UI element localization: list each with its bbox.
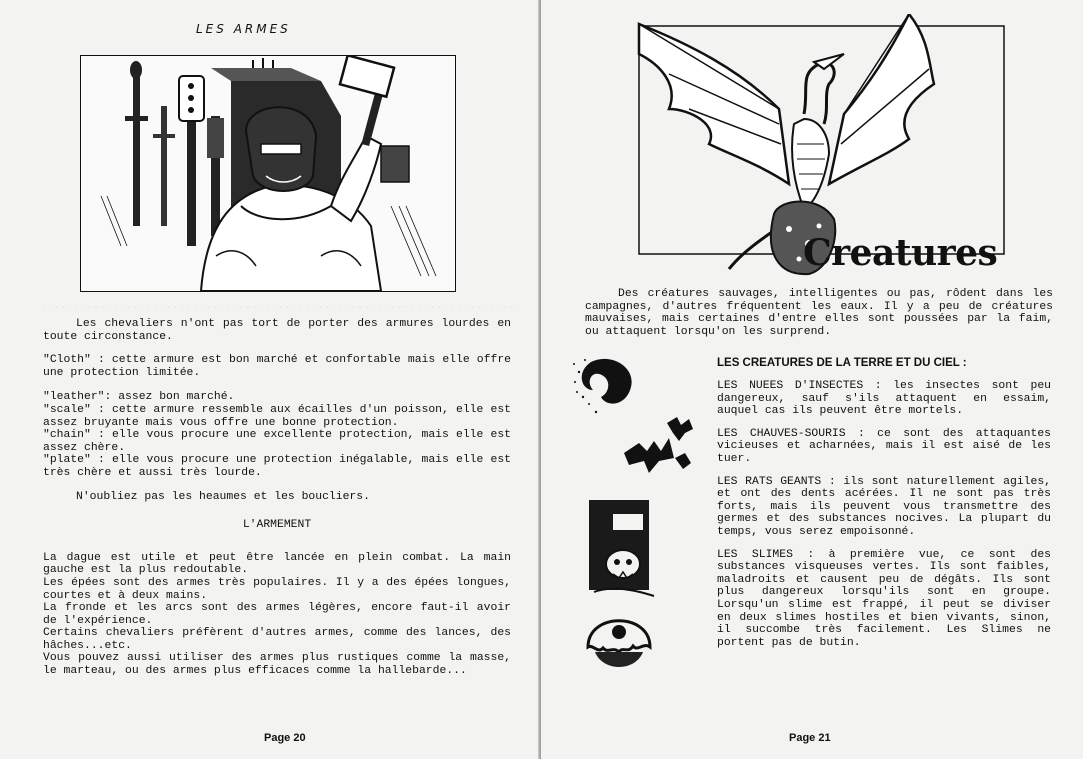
armor-intro: Les chevaliers n'ont pas tort de porter des armures lourdes en toute circonstance. — [43, 318, 511, 343]
armor-plate: "plate" : elle vous procure une protection inégalable, mais elle est très chère et aussi très lourde. — [43, 454, 511, 479]
weapon-autres: Certains chevaliers préfèrent d'autres armes, comme des lances, des hâches...etc. — [43, 627, 511, 652]
page-number: Page 20 — [264, 732, 306, 744]
insect-swarm-icon — [571, 352, 639, 422]
right-page — [541, 0, 1083, 759]
creatures-intro-text: Des créatures sauvages, intelligentes ou pas, rôdent dans les campagnes, d'autres fréquentent les eaux. Il y a peu de créatures mauvaises, mais certaines d'entre elles sont poussées par la faim, ou attaquent lorsqu'on les surprend. — [585, 288, 1053, 338]
weapon-rustiques: Vous pouvez aussi utiliser des armes plus rustiques comme la masse, le marteau, ou des armes plus efficaces comme la hallebarde... — [43, 652, 511, 678]
armor-chain: "chain" : elle vous procure une excellente protection, mais elle est assez chère. — [43, 429, 511, 454]
section-heading-terre-ciel: LES CREATURES DE LA TERRE ET DU CIEL : — [717, 357, 967, 369]
creature-slimes: LES SLIMES : à première vue, ce sont des substances visqueuses vertes. Ils sont faibles, maladroits et causent peu de dégâts. Ils sont plus dangereux lorsqu'ils sont en groupe. Lorsqu'un slime est frappé, il peut se diviser en deux slimes hostiles et bien vivants, sinon, il succombe très facilement. Les Slimes ne portent pas de butin. — [717, 548, 1051, 649]
creatures-intro — [585, 288, 1053, 338]
armor-leather: "leather": assez bon marché. — [43, 391, 235, 404]
warrior-hammer-illustration — [80, 55, 456, 292]
armor-scale: "scale" : cette armure ressemble aux écailles d'un poisson, elle est assez bruyante mais vous offre une bonne protection. — [43, 403, 511, 429]
bats-icon — [619, 413, 699, 481]
creature-chauves-souris: LES CHAUVES-SOURIS : ce sont des attaquantes vicieuses et acharnées, mais il est aisé de les tuer. — [717, 427, 1051, 465]
page-title: LES ARMES — [196, 22, 291, 36]
weapon-dague: La dague est utile et peut être lancée en plein combat. La main gauche est la plus redoutable. — [43, 551, 511, 577]
chapter-title: Creatures — [803, 232, 998, 274]
weapon-fronde: La fronde et les arcs sont des armes légères, encore faut-il avoir de l'expérience. — [43, 602, 511, 627]
creatures-list — [717, 380, 1051, 659]
armor-reminder: N'oubliez pas les heaumes et les boucliers. — [76, 490, 370, 503]
left-body-text — [43, 318, 511, 678]
creature-rats-geants: LES RATS GEANTS : ils sont naturellement agiles, et ont des dents acérées. Il ne sont pas très forts, mais ils peuvent vous transmettre des germes et des substances nocives. La plupart du temps, vous serez empoisonné. — [717, 475, 1051, 538]
slime-icon — [583, 602, 655, 677]
section-heading-armement: L'ARMEMENT — [242, 519, 312, 532]
left-page — [0, 0, 540, 759]
armor-cloth: "Cloth" : cette armure est bon marché et confortable mais elle offre une protection limitée. — [43, 354, 511, 379]
page-number: Page 21 — [789, 732, 831, 744]
creature-insectes: LES NUEES D'INSECTES : les insectes sont peu dangereux, sauf s'ils attaquent en essaim, auquel cas ils peuvent être mortels. — [717, 380, 1051, 418]
weapon-epees: Les épées sont des armes très populaires. Il y a des épées longues, courtes et à deux mains. — [43, 576, 511, 602]
giant-rat-icon — [589, 500, 661, 598]
bleed-through-text: ........................................................................ — [40, 300, 516, 312]
